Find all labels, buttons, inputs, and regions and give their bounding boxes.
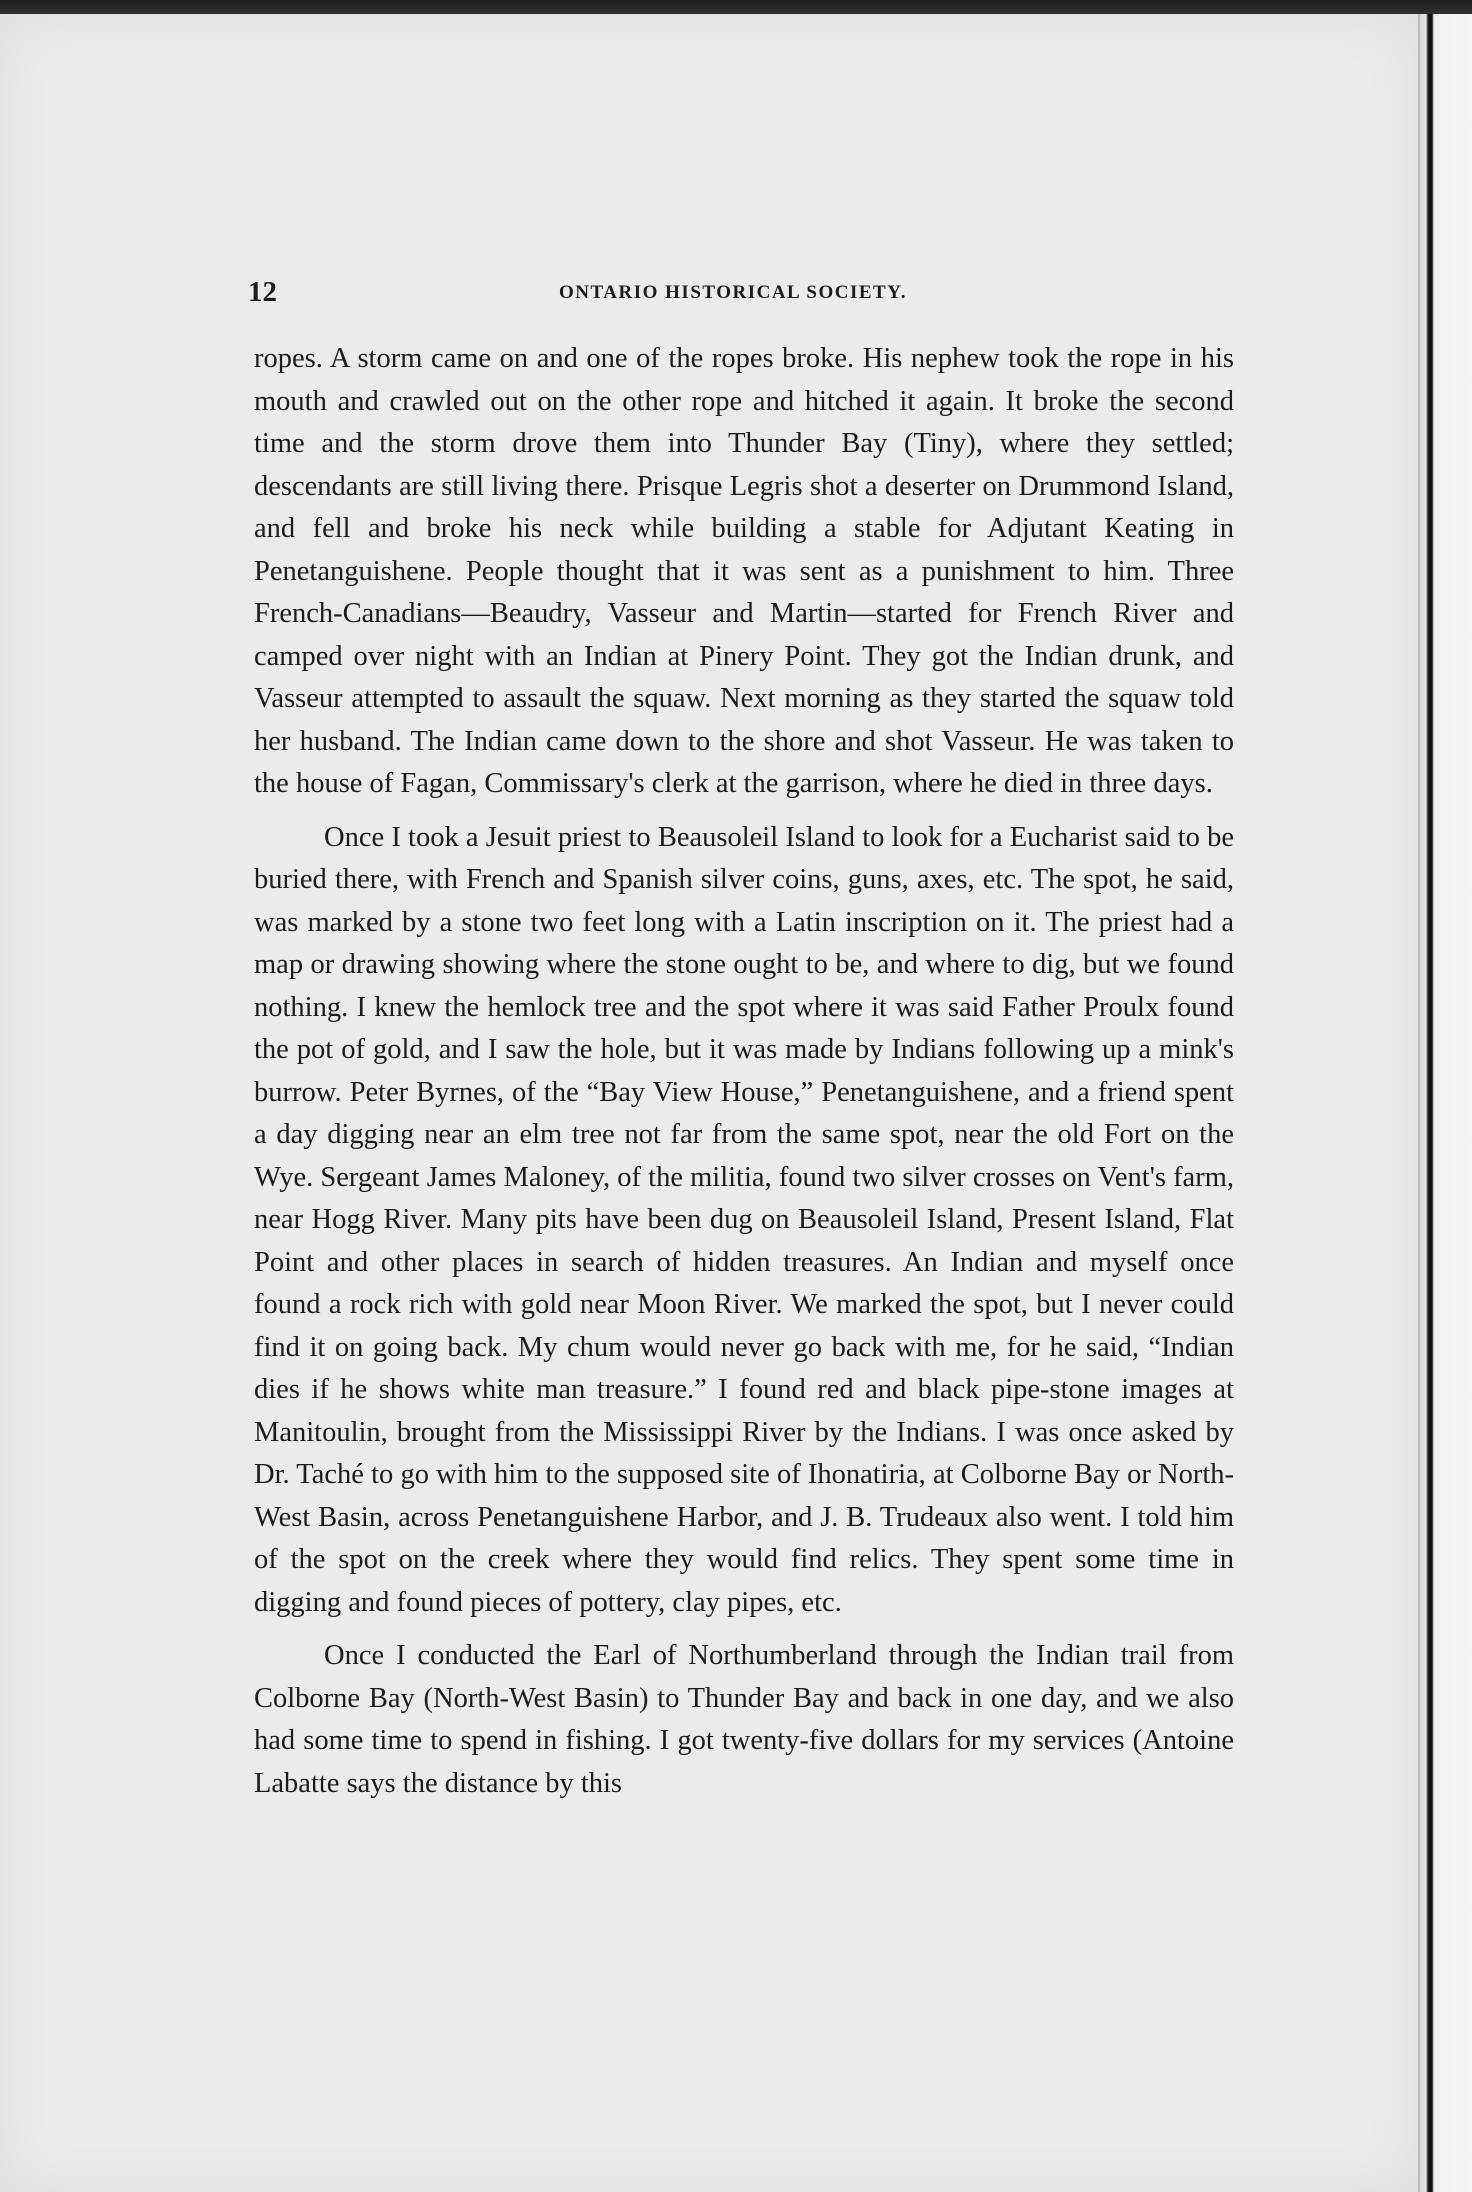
paragraph-2: Once I took a Jesuit priest to Beausoleil Island to look for a Eucharist said to be buried there, with French and Spanish silver coins, guns, axes, etc. The spot, he said, was marked by a stone two feet long with a Latin inscription on it. The priest had a map or drawing showing where the stone ought to be, and where to dig, but we found nothing. I knew the hemlock tree and the spot where it was said Father Proulx found the pot of gold, and I saw the hole, but it was made by Indians following up a mink's burrow. Peter Byrnes, of the “Bay View House,” Penetanguishene, and a friend spent a day digging near an elm tree not far from the same spot, near the old Fort on the Wye. Sergeant James Maloney, of the militia, found two silver crosses on Vent's farm, near Hogg River. Many pits have been dug on Beausoleil Island, Present Island, Flat Point and other places in search of hidden treasures. An Indian and myself once found a rock rich with gold near Moon River. We marked the spot, but I never could find it on going back. My chum would never go back with me, for he said, “Indian dies if he shows white man treasure.” I found red and black pipe-stone images at Manitoulin, brought from the Mississippi River by the Indians. I was once asked by Dr. Taché to go with him to the supposed site of Ihonatiria, at Colborne Bay or North-West Basin, across Penetanguishene Harbor, and J. B. Trudeaux also went. I told him of the spot on the creek where they would find relics. They spent some time in digging and found pieces of pottery, clay pipes, etc. (254, 821, 1234, 1618)
running-head: ONTARIO HISTORICAL SOCIETY. (559, 282, 907, 303)
adjacent-page-edge (1420, 14, 1472, 2192)
page-header (248, 276, 1218, 316)
paragraph-1: ropes. A storm came on and one of the ropes broke. His nephew took the rope in his mouth and crawled out on the other rope and hitched it again. It broke the second time and the storm drove them into Thunder Bay (Tiny), where they settled; descendants are still living there. Prisque Legris shot a deserter on Drummond Island, and fell and broke his neck while building a stable for Adjutant Keating in Penetanguishene. People thought that it was sent as a punishment to him. Three French-Canadians—Beaudry, Vasseur and Martin—started for French River and camped over night with an Indian at Pinery Point. They got the Indian drunk, and Vasseur attempted to assault the squaw. Next morning as they started the squaw told her husband. The Indian came down to the shore and shot Vasseur. He was taken to the house of Fagan, Commissary's clerk at the garrison, where he died in three days. (254, 343, 1234, 799)
body-text (254, 338, 1234, 1816)
page-number: 12 (248, 276, 277, 308)
paragraph-3: Once I conducted the Earl of Northumberland through the Indian trail from Colborne Bay (North-West Basin) to Thunder Bay and back in one day, and we also had some time to spend in fishing. I got twenty-five dollars for my services (Antoine Labatte says the distance by this (254, 1640, 1234, 1799)
